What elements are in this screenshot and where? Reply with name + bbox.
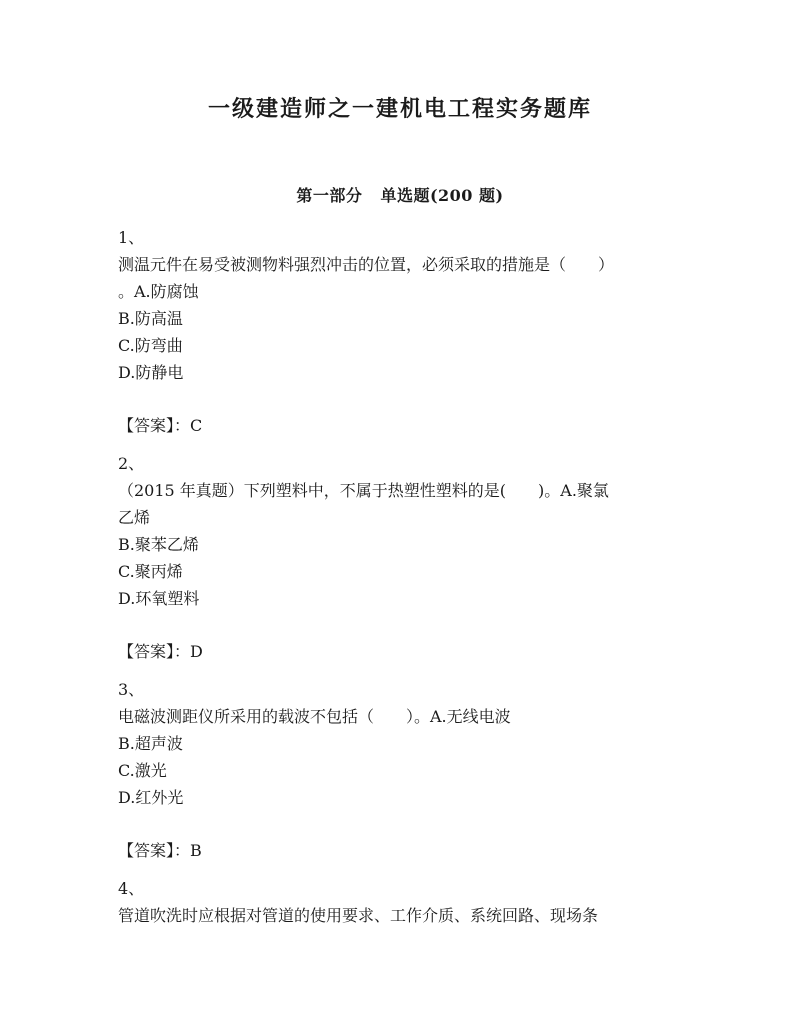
section-part: 第一部分	[296, 186, 363, 205]
option-b: B.聚苯乙烯	[118, 535, 199, 554]
question-stem-line: 。A.防腐蚀	[118, 282, 199, 301]
question-stem-line: （2015 年真题）下列塑料中，不属于热塑性塑料的是( )。A.聚氯	[118, 481, 609, 500]
answer-label: 【答案】：D	[118, 642, 203, 661]
document-title: 一级建造师之一建机电工程实务题库	[207, 96, 592, 122]
question-3	[118, 676, 698, 864]
option-c: C.激光	[118, 761, 167, 780]
question-number: 1、	[118, 228, 145, 247]
question-1	[118, 224, 698, 439]
option-c: C.防弯曲	[118, 336, 183, 355]
option-b: B.超声波	[118, 734, 183, 753]
question-number: 3、	[118, 680, 145, 699]
question-list	[118, 224, 698, 933]
section-title	[0, 183, 800, 206]
question-2	[118, 450, 698, 665]
question-number: 4、	[118, 879, 145, 898]
question-stem-line: 测温元件在易受被测物料强烈冲击的位置，必须采取的措施是（ ）	[118, 255, 615, 274]
question-stem-line: 乙烯	[118, 508, 151, 527]
option-d: D.环氧塑料	[118, 589, 200, 608]
option-d: D.红外光	[118, 788, 184, 807]
answer-label: 【答案】：C	[118, 416, 203, 435]
answer-label: 【答案】：B	[118, 841, 202, 860]
question-number: 2、	[118, 454, 145, 473]
question-stem-line: 电磁波测距仪所采用的载波不包括（ ）。A.无线电波	[118, 707, 511, 726]
option-d: D.防静电	[118, 363, 184, 382]
option-b: B.防高温	[118, 309, 183, 328]
question-stem-line: 管道吹洗时应根据对管道的使用要求、工作介质、系统回路、现场条	[118, 906, 599, 925]
option-c: C.聚丙烯	[118, 562, 183, 581]
question-4	[118, 875, 698, 929]
section-name: 单选题(200 题)	[380, 186, 504, 205]
